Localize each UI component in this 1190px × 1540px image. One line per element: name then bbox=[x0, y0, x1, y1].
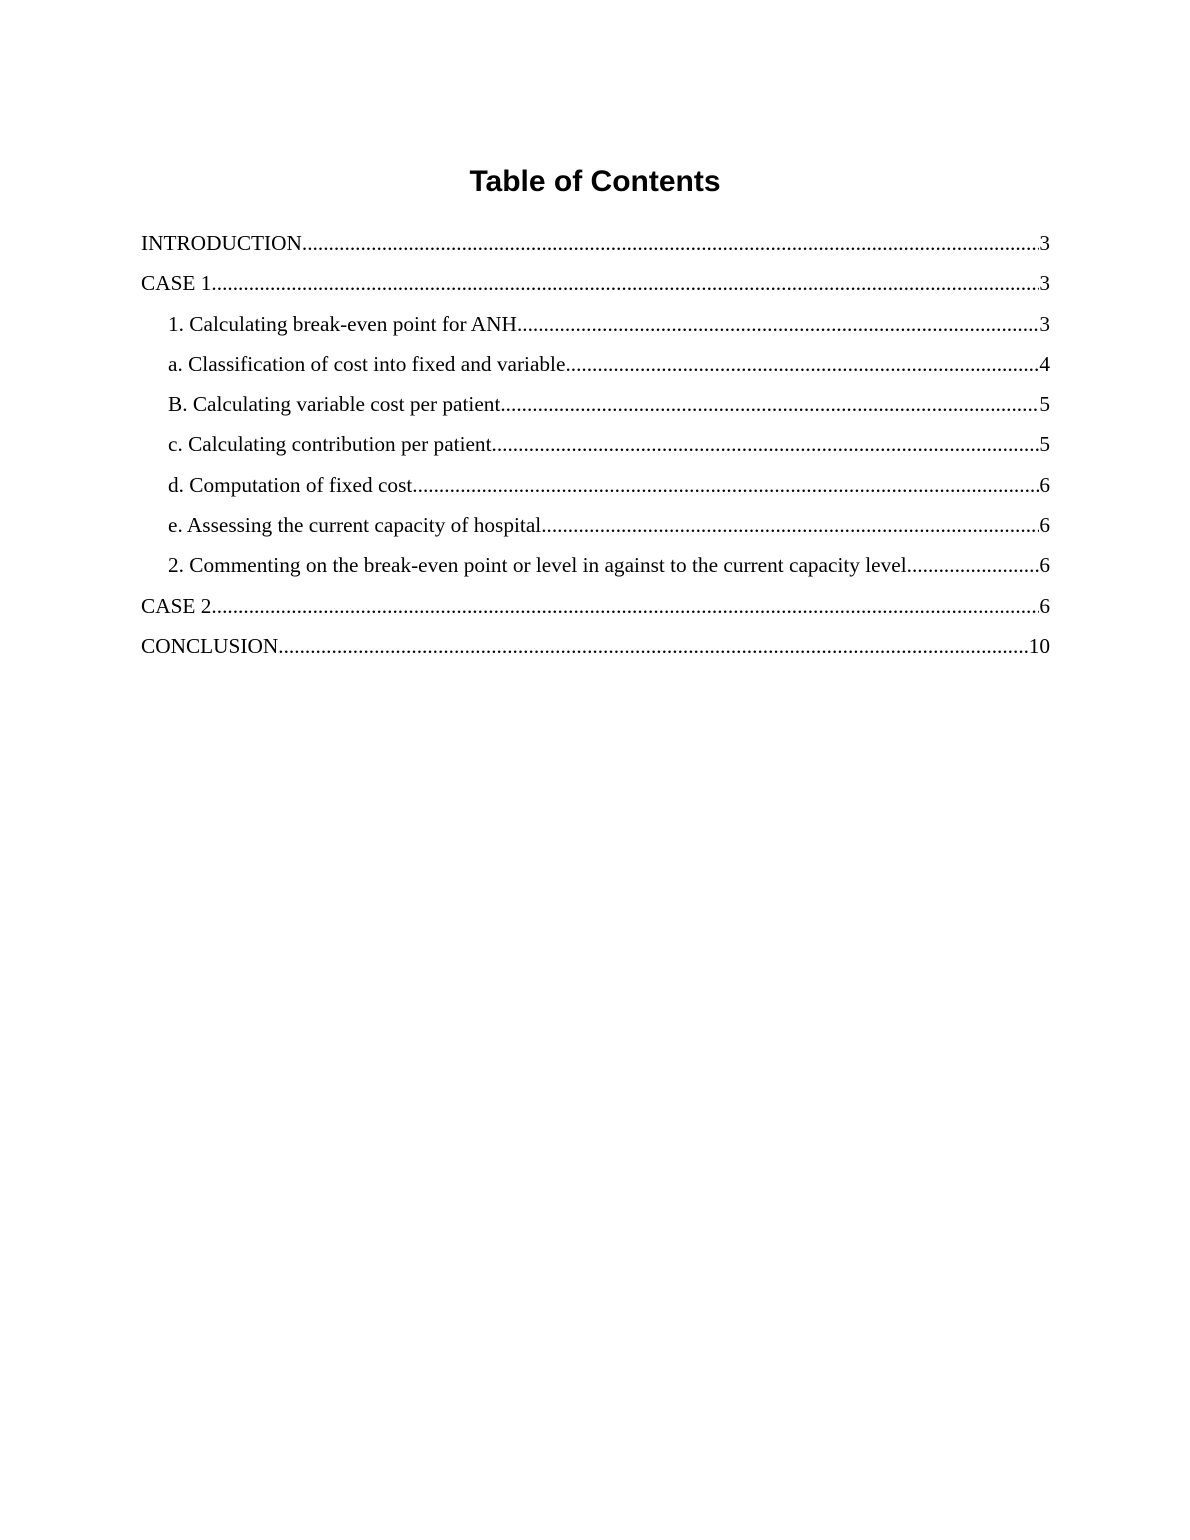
toc-dot-leader bbox=[211, 590, 1039, 622]
page-title: Table of Contents bbox=[469, 165, 721, 198]
toc-entry-commenting[interactable] bbox=[141, 549, 1050, 589]
toc-entry-label: B. Calculating variable cost per patient bbox=[168, 392, 501, 417]
toc-dot-leader bbox=[541, 509, 1039, 541]
table-of-contents bbox=[141, 227, 1050, 670]
toc-page-number: 10 bbox=[1028, 633, 1050, 658]
toc-page-number: 6 bbox=[1039, 513, 1050, 538]
toc-entry-label: c. Calculating contribution per patient bbox=[168, 432, 492, 457]
toc-dot-leader bbox=[907, 549, 1040, 581]
toc-entry-conclusion[interactable] bbox=[141, 630, 1050, 670]
toc-entry-case-2[interactable] bbox=[141, 590, 1050, 630]
toc-entry-label: CASE 2 bbox=[141, 593, 212, 618]
toc-page-number: 6 bbox=[1039, 593, 1050, 618]
toc-page-number: 3 bbox=[1039, 231, 1050, 255]
toc-page-number: 6 bbox=[1039, 472, 1050, 497]
toc-page-number: 5 bbox=[1039, 432, 1050, 457]
toc-entry-cost-classification[interactable] bbox=[141, 348, 1050, 388]
toc-entry-label: CONCLUSION bbox=[141, 633, 279, 658]
toc-entry-variable-cost[interactable] bbox=[141, 388, 1050, 428]
toc-entry-label: 2. Commenting on the break-even point or level in against to the current capacity level bbox=[168, 553, 907, 578]
toc-page-number: 5 bbox=[1039, 392, 1050, 417]
toc-entry-label: CASE 1 bbox=[141, 271, 212, 296]
toc-entry-introduction[interactable] bbox=[141, 227, 1050, 267]
toc-dot-leader bbox=[412, 469, 1039, 501]
toc-entry-label: e. Assessing the current capacity of hospital bbox=[168, 513, 542, 538]
toc-dot-leader bbox=[500, 388, 1039, 420]
toc-entry-current-capacity[interactable] bbox=[141, 509, 1050, 549]
toc-dot-leader bbox=[278, 630, 1028, 662]
toc-page-number: 3 bbox=[1039, 271, 1050, 296]
toc-entry-label: 1. Calculating break-even point for ANH bbox=[168, 311, 517, 336]
toc-entry-label: d. Computation of fixed cost bbox=[168, 472, 413, 497]
toc-dot-leader bbox=[492, 428, 1040, 460]
toc-entry-fixed-cost[interactable] bbox=[141, 469, 1050, 509]
toc-dot-leader bbox=[565, 348, 1039, 380]
toc-entry-case-1[interactable] bbox=[141, 267, 1050, 307]
toc-page-number: 6 bbox=[1039, 553, 1050, 578]
toc-entry-contribution[interactable] bbox=[141, 428, 1050, 468]
toc-entry-label: a. Classification of cost into fixed and variable bbox=[168, 351, 566, 376]
toc-entry-label: INTRODUCTION bbox=[141, 231, 302, 255]
toc-entry-break-even-point[interactable] bbox=[141, 308, 1050, 348]
toc-dot-leader bbox=[517, 308, 1039, 340]
toc-page-number: 3 bbox=[1039, 311, 1050, 336]
toc-page-number: 4 bbox=[1039, 351, 1050, 376]
toc-dot-leader bbox=[211, 267, 1039, 299]
toc-dot-leader bbox=[302, 227, 1039, 259]
